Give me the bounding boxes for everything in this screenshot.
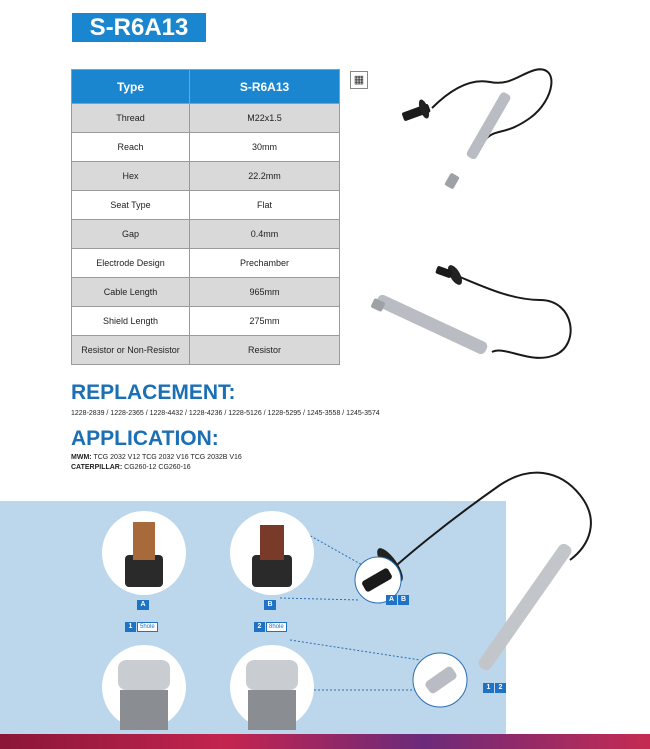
qr-code-icon[interactable]: ▦: [350, 71, 368, 89]
spec-label: Thread: [72, 104, 190, 133]
spec-value: 22.2mm: [190, 162, 340, 191]
spec-label: Shield Length: [72, 307, 190, 336]
application-brand: CATERPILLAR:: [71, 464, 123, 471]
label-b: B: [264, 600, 276, 610]
spec-header-model: S-R6A13: [190, 70, 340, 104]
spec-label: Resistor or Non-Resistor: [72, 336, 190, 365]
spec-value: 30mm: [190, 133, 340, 162]
label-ab-b: B: [398, 595, 409, 605]
spec-label: Gap: [72, 220, 190, 249]
spec-value: 0.4mm: [190, 220, 340, 249]
label-ab-a: A: [386, 595, 397, 605]
application-brand: MWM:: [71, 454, 92, 461]
label-1: 1: [125, 622, 136, 632]
spec-value: Flat: [190, 191, 340, 220]
spec-value: 965mm: [190, 278, 340, 307]
label-tip-1: 1: [483, 683, 494, 693]
footer-decorative-strip: [0, 734, 650, 749]
spec-value: 275mm: [190, 307, 340, 336]
product-title: S-R6A13: [72, 13, 206, 42]
replacement-parts: 1228-2839 / 1228-2365 / 1228-4432 / 1228-4236 / 1228-5126 / 1228-5295 / 1245-3558 / 1245-3574: [71, 410, 380, 417]
spec-header-type: Type: [72, 70, 190, 104]
application-models: TCG 2032 V12 TCG 2032 V16 TCG 2032B V16: [93, 454, 242, 461]
spec-value: M22x1.5: [190, 104, 340, 133]
spec-label: Electrode Design: [72, 249, 190, 278]
label-a: A: [137, 600, 149, 610]
application-heading: APPLICATION:: [71, 427, 219, 450]
spec-label: Cable Length: [72, 278, 190, 307]
spec-label: Hex: [72, 162, 190, 191]
application-models: CG260-12 CG260-16: [124, 464, 191, 471]
label-1-sub: 5hole: [137, 622, 158, 632]
spec-label: Reach: [72, 133, 190, 162]
label-2-sub: 8hole: [266, 622, 287, 632]
replacement-heading: REPLACEMENT:: [71, 381, 236, 404]
spec-value: Prechamber: [190, 249, 340, 278]
spec-label: Seat Type: [72, 191, 190, 220]
label-tip-2: 2: [495, 683, 506, 693]
label-2: 2: [254, 622, 265, 632]
spec-value: Resistor: [190, 336, 340, 365]
